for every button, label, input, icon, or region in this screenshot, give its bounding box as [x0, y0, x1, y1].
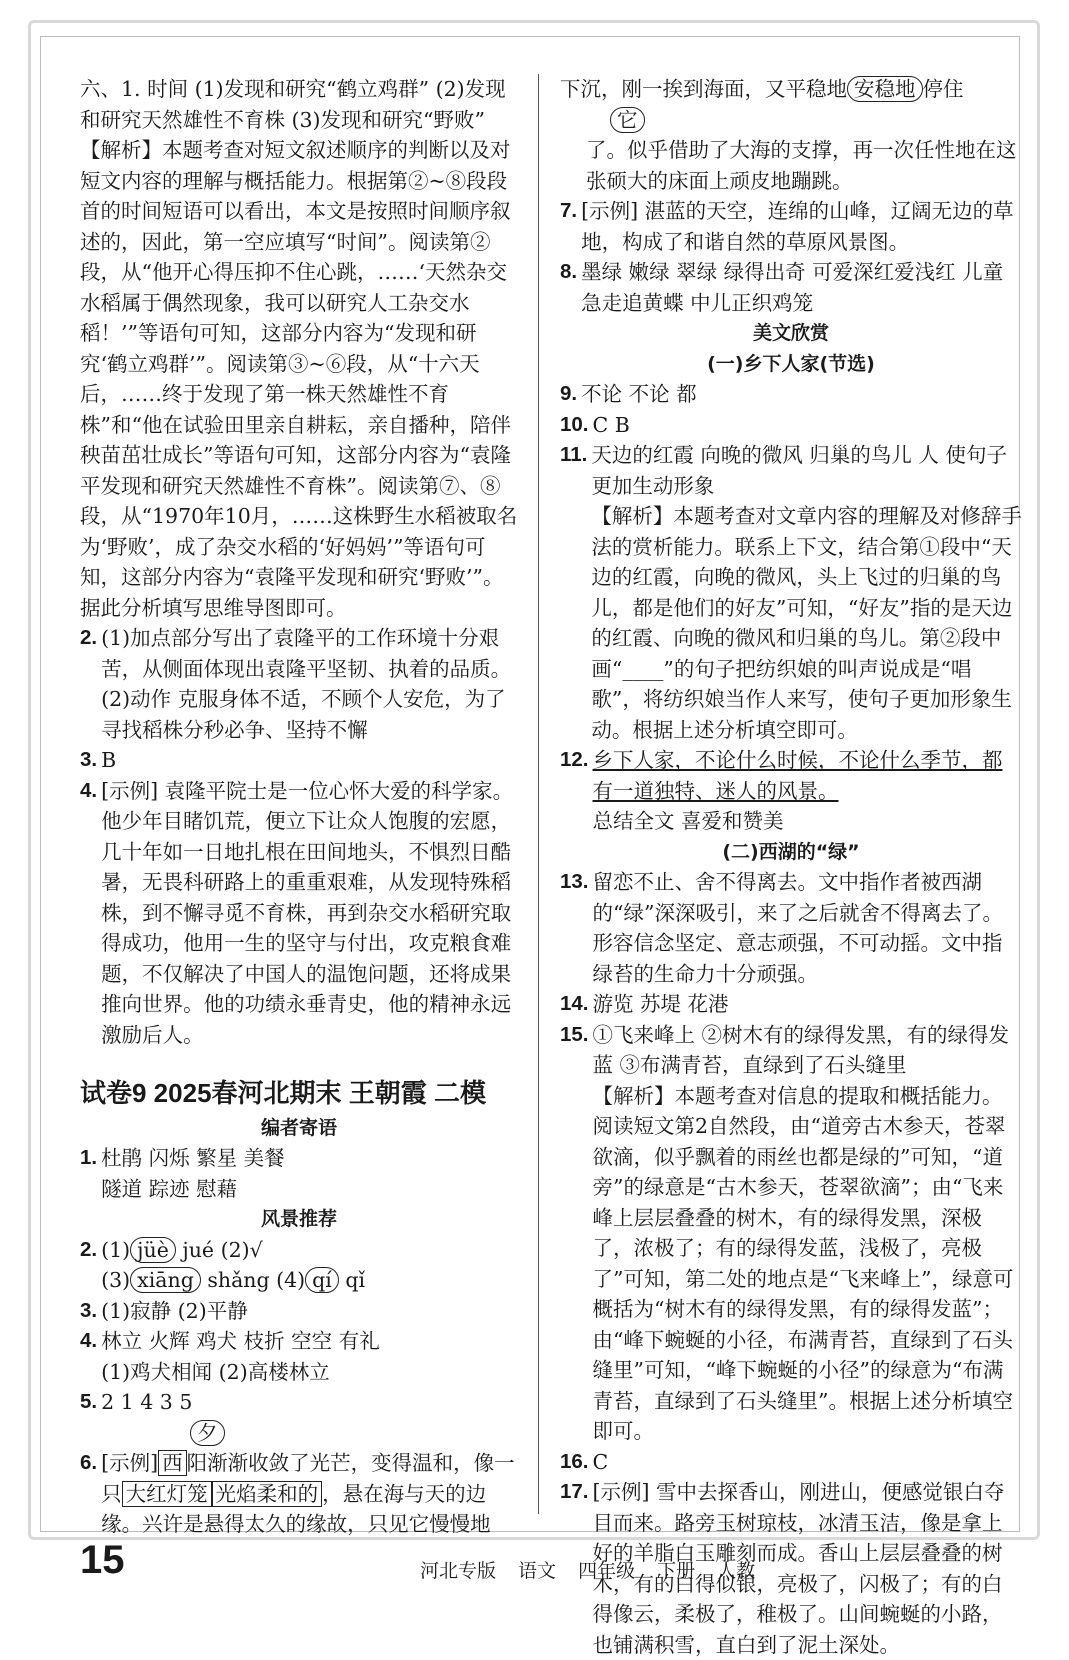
footer-meta: 河北专版 语文 四年级 下册 人教 — [420, 1560, 756, 1582]
answer-16: 16. C — [560, 1449, 609, 1474]
column-divider — [538, 74, 539, 1514]
heading-xihu: (二)西湖的“绿” — [722, 840, 860, 863]
answer-e2: 2. (1) jüè jué (2)√ (3) xiāng shǎng (4) qí qǐ — [80, 1237, 366, 1292]
right-column: 下沉，刚一挨到海面，又平稳地 安稳地 停住 它 了。似乎借助了大海的支撑，再一次任性地在这张硕大的床面上顽皮地蹦跳。 7. [示例] 湛蓝的天空，连绵的山峰，辽阔无边的草地，构成了和谐自然的草原风景图。 8. 墨绿 嫩绿 翠绿 绿得出奇 可爱深红爱浅红 儿童急走追黄蝶 中儿正织鸡笼 美文欣赏 (一)乡下人家(节选) 9. 不论 不论 都 10. C B 11. 天边的红霞 向晚的微风 归巢的鸟儿 人 使句子更加生动形象 【解析】本题考查对文章内容的理解及对修辞手法的赏析能力。联系上下文，结合第①段中“天边的红霞，向晚的微风，头上飞过的归巢的鸟儿，都是他们的好友”可知，“好友”指的是天边的红霞、向晚的微风和归巢的鸟儿。第②段中画“____”的句子把纺织娘的叫声说成是“唱歌”，将纺织娘当作人来写，使句子更加形象生动。根据上述分析填空即可。 12. 乡下人家，不论什么时候，不论什么季节，都有一道独特、迷人的风景。 总结全文 喜爱和赞美 (二)西湖的“绿” 13. 留恋不止、舍不得离去。文中指作者被西湖的“绿”深深吸引，来了之后就舍不得离去了。形容信念坚定、意志顽强，不可动摇。文中指绿苔的生命力十分顽强。 14. 游览 苏堤 花港 15. ①飞来峰上 ②树木有的绿得发黑，有的绿得发蓝 ③布满青苔，直绿到了石头缝里 【解析】本题考查对信息的提取和概括能力。阅读短文第2自然段，由“道旁古木参天，苍翠欲滴，似乎飘着的雨丝也都是绿的”可知，“道旁”的绿意是“古木参天，苍翠欲滴”；由“飞来峰上层层叠叠的树木，有的绿得发黑，深极了，浓极了；有的绿得发蓝，浅极了，亮极了”可知，第二处的地点是“飞来峰上”，绿意可概括为“树木有的绿得发黑，有的绿得发蓝”；由“峰下蜿蜒的小径，布满青苔，直绿到了石头缝里”可知，“峰下蜿蜒的小径”的绿意为“布满青苔，直绿到了石头缝里”。根据上述分析填空即可。 16. C 17. [示例] 雪中去探香山，刚进山，便感觉银白夺目而来。路旁玉树琼枝，冰清玉洁，像是拿上好的羊脂白玉雕刻而成。香山上层层叠叠的树木，有的白得似银，亮极了，闪极了；有的白得像云，柔极了，稚极了。山间蜿蜒的小路，也铺满积雪，直白到了泥土深处。 — [560, 74, 1022, 1660]
circled-pinyin: jüè — [130, 1237, 176, 1263]
answer-12: 12. 乡下人家，不论什么时候，不论什么季节，都有一道独特、迷人的风景。 总结全文 喜爱和赞美 — [560, 748, 1003, 833]
answer-7: 7. [示例] 湛蓝的天空，连绵的山峰，辽阔无边的草地，构成了和谐自然的草原风景图。 — [560, 199, 1014, 254]
answer-11: 11. 天边的红霞 向晚的微风 归巢的鸟儿 人 使句子更加生动形象 【解析】本题考查对文章内容的理解及对修辞手法的赏析能力。联系上下文，结合第①段中“天边的红霞，向晚的微风，头上飞过的归巢的鸟儿，都是他们的好友”可知，“好友”指的是天边的红霞、向晚的微风和归巢的鸟儿。第②段中画“____”的句子把纺织娘的叫声说成是“唱歌”，将纺织娘当作人来写，使句子更加形象生动。根据上述分析填空即可。 — [560, 443, 1022, 742]
insert-mark: 夕 — [190, 1420, 225, 1446]
answer-3: 3. B — [80, 748, 117, 772]
page-number: 15 — [80, 1538, 125, 1582]
answer-15: 15. ①飞来峰上 ②树木有的绿得发黑，有的绿得发蓝 ③布满青苔，直绿到了石头缝里 【解析】本题考查对信息的提取和概括能力。阅读短文第2自然段，由“道旁古木参天，苍翠欲滴，似乎飘着的雨丝也都是绿的”可知，“道旁”的绿意是“古木参天，苍翠欲滴”；由“飞来峰上层层叠叠的树木，有的绿得发黑，深极了，浓极了；有的绿得发蓝，浅极了，亮极了”可知，第二处的地点是“飞来峰上”，绿意可概括为“树木有的绿得发黑，有的绿得发蓝”；由“峰下蜿蜒的小径，布满青苔，直绿到了石头缝里”可知，“峰下蜿蜒的小径”的绿意为“布满青苔，直绿到了石头缝里”。根据上述分析填空即可。 — [560, 1022, 1014, 1443]
left-column — [80, 74, 518, 1540]
answer-17: 17. [示例] 雪中去探香山，刚进山，便感觉银白夺目而来。路旁玉树琼枝，冰清玉洁，像是拿上好的羊脂白玉雕刻而成。香山上层层叠叠的树木，有的白得似银，亮极了，闪极了；有的白得像云，柔极了，稚极了。山间蜿蜒的小路，也铺满积雪，直白到了泥土深处。 — [560, 1480, 1005, 1657]
answer-8: 8. 墨绿 嫩绿 翠绿 绿得出奇 可爱深红爱浅红 儿童急走追黄蝶 中儿正织鸡笼 — [560, 260, 1004, 315]
exam-title: 试卷9 2025春河北期末 王朝霞 二模 — [80, 1078, 486, 1108]
answer-e5: 5. 2 1 4 3 5 — [80, 1390, 193, 1414]
circled-pinyin: qí — [305, 1267, 339, 1293]
heading-meiwen: 美文欣赏 — [752, 322, 829, 344]
answer-e6: 6. [示例] 西 阳渐渐收敛了光芒，变得温和，像一只 大红灯笼 光焰柔和的 ，悬在海与天的边缘。兴许是悬得太久的缘故，只见它慢慢地 — [80, 1451, 515, 1536]
page-footer — [80, 1538, 1020, 1584]
answer-14: 14. 游览 苏堤 花港 — [560, 992, 729, 1016]
answer-4: 4. [示例] 袁隆平院士是一位心怀大爱的科学家。他少年目睹饥荒，便立下让众人饱腹的宏愿，几十年如一日地扎根在田间地头，不惧烈日酷暑，无畏科研路上的重重艰难，从发现特殊稻株，到不懈寻觅不育株，再到杂交水稻研究取得成功，他用一生的坚守与付出，攻克粮食难题，不仅解决了中国人的温饱问题，还将成果推向世界。他的功绩永垂青史，他的精神永远激励后人。 — [80, 778, 514, 1047]
edit-box: 光焰柔和的 — [212, 1481, 323, 1507]
insert-mark: 它 — [610, 107, 645, 133]
answer-e3: 3. (1)寂静 (2)平静 — [80, 1298, 248, 1323]
edit-box: 大红灯笼 — [122, 1481, 212, 1507]
heading-editor-words: 编者寄语 — [260, 1116, 337, 1139]
answer-section-6-q1: 六、1. 时间 (1)发现和研究“鹤立鸡群” (2)发现和研究天然雄性不育株 (3)发现和研究“野败” 【解析】本题考查对短文叙述顺序的判断以及对短文内容的理解与概括能力。根据第②~⑧段段首的时间短语可以看出，本文是按照时间顺序叙述的，因此，第一空应填写“时间”。阅读第②段，从“他开心得压抑不住心跳，……‘天然杂交水稻属于偶然现象，我可以研究人工杂交水稻！’”等语句可知，这部分内容为“发现和研究‘鹤立鸡群’”。阅读第③~⑥段，从“十六天后，……终于发现了第一株天然雄性不育株”和“他在试验田里亲自耕耘，亲自播种，陪伴秧苗茁壮成长”等语句可知，这部分内容为“袁隆平发现和研究天然雄性不育株”。阅读第⑦、⑧段，从“1970年10月，……这株野生水稻被取名为‘野败’，成了杂交水稻的‘好妈妈’”等语句可知，这部分内容为“袁隆平发现和研究‘野败’”。据此分析填写思维导图即可。 — [80, 77, 518, 620]
answer-2: 2. (1)加点部分写出了袁隆平的工作环境十分艰苦，从侧面体现出袁隆平坚韧、执着的品质。 (2)动作 克服身体不适，不顾个人安危，为了寻找稻株分秒必争、坚持不懈 — [80, 626, 512, 742]
heading-xiangxia: (一)乡下人家(节选) — [707, 352, 875, 375]
heading-scenery: 风景推荐 — [260, 1208, 337, 1230]
edit-box: 西 — [158, 1450, 187, 1476]
answer-e1: 1. 杜鹃 闪烁 繁星 美餐 隧道 踪迹 慰藉 — [80, 1146, 285, 1201]
answer-9: 9. 不论 不论 都 — [560, 382, 697, 406]
answer-10: 10. C B — [560, 412, 630, 437]
circled-pinyin: xiāng — [130, 1267, 201, 1293]
edit-box: 安稳地 — [847, 76, 923, 102]
answer-13: 13. 留恋不止、舍不得离去。文中指作者被西湖的“绿”深深吸引，来了之后就舍不得离去了。形容信念坚定、意志顽强，不可动摇。文中指绿苔的生命力十分顽强。 — [560, 870, 1003, 986]
answer-e4: 4. 林立 火辉 鸡犬 枝折 空空 有礼 (1)鸡犬相闻 (2)高楼林立 — [80, 1329, 380, 1384]
